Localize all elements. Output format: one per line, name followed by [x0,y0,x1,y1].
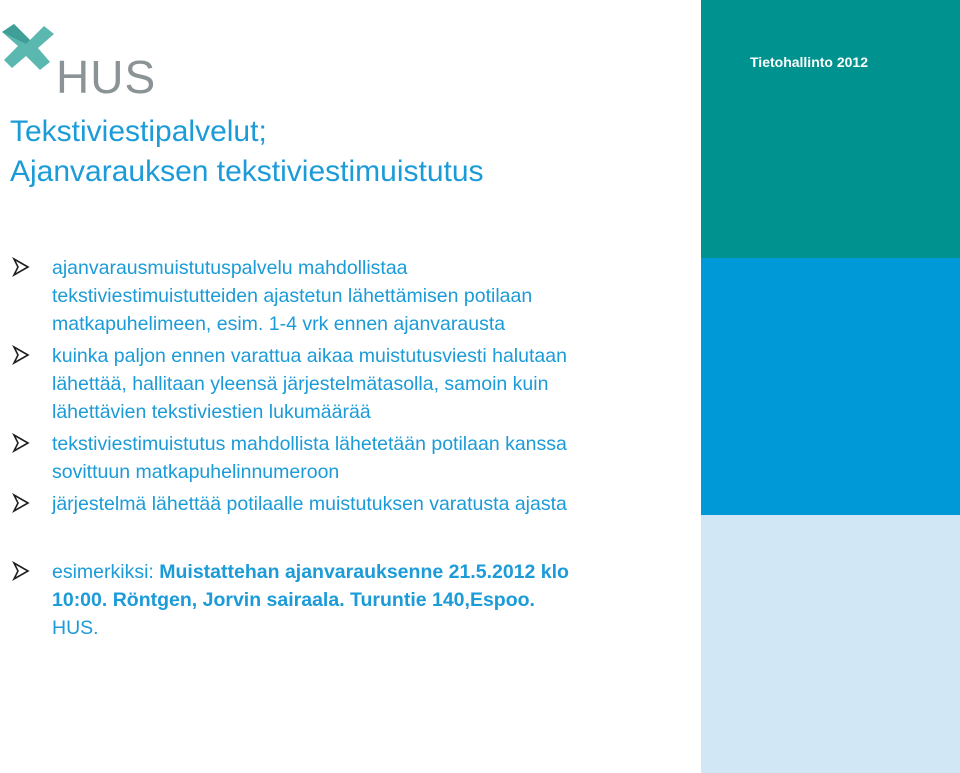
example-message-line-1: Muistattehan ajanvarauksenne 21.5.2012 klo [159,561,569,583]
example-message-line-2: 10:00. Röntgen, Jorvin sairaala. Turuntie 140,Espoo. [52,589,535,611]
bullet-line: sovittuun matkapuhelinnumeroon [52,461,340,483]
logo-text: HUS [56,51,157,103]
bullet-line: lähettää, hallitaan yleensä järjestelmätasolla, samoin kuin [52,373,549,395]
sidebar-bottom-panel [701,515,960,773]
title-line-1: Tekstiviestipalvelut; [10,115,267,148]
sidebar-top-panel [701,0,960,258]
bullet-line: kuinka paljon ennen varattua aikaa muistutusviesti halutaan [52,345,567,367]
arrow-bullet-icon [12,344,30,366]
bullet-line: järjestelmä lähettää potilaalle muistutuksen varatusta ajasta [52,493,567,515]
title-line-2: Ajanvarauksen tekstiviestimuistutus [10,155,484,188]
arrow-bullet-icon [12,432,30,454]
example-prefix: esimerkiksi: [52,561,160,583]
arrow-bullet-icon [12,492,30,514]
bullet-line: tekstiviestimuistutus mahdollista lähetetään potilaan kanssa [52,433,567,455]
cross-logo-icon [0,18,56,78]
bullet-line: lähettävien tekstiviestien lukumäärää [52,401,371,423]
bullet-line: matkapuhelimeen, esim. 1-4 vrk ennen ajanvarausta [52,313,506,335]
bullet-line: ajanvarausmuistutuspalvelu mahdollistaa [52,257,408,279]
sidebar-middle-panel [701,258,960,515]
arrow-bullet-icon [12,256,30,278]
sidebar-label: Tietohallinto 2012 [750,54,868,70]
arrow-bullet-icon [12,560,30,582]
example-tail: HUS. [52,617,99,639]
bullet-line: tekstiviestimuistutteiden ajastetun lähettämisen potilaan [52,285,533,307]
hus-logo [0,18,160,103]
page-title [10,112,690,192]
